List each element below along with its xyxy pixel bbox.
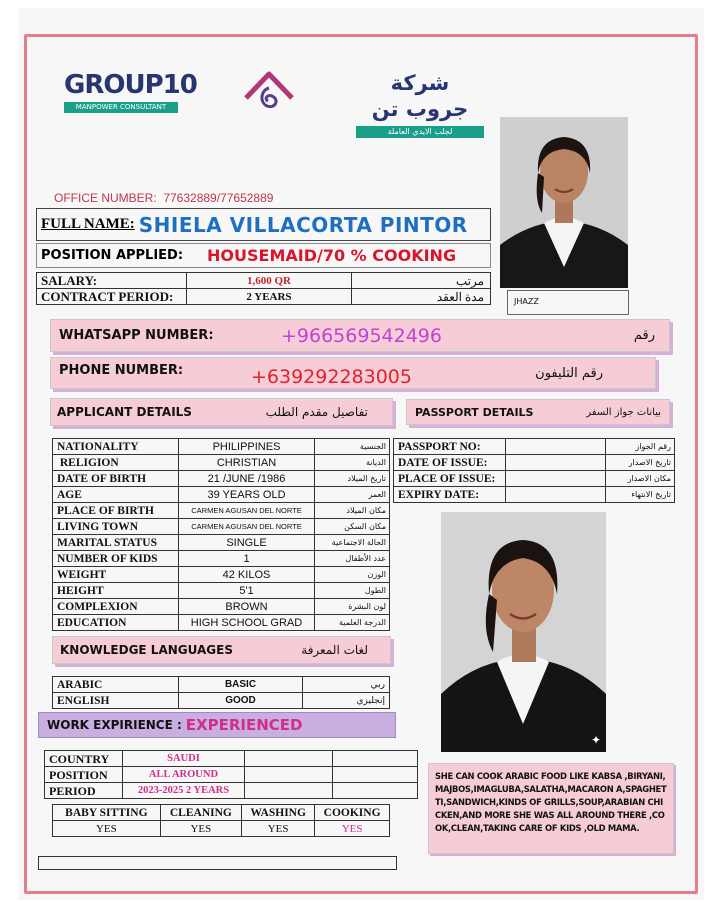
experience-label: POSITION <box>45 767 123 783</box>
experience-blank <box>333 751 418 767</box>
applicant-row-value: 5'1 <box>179 583 315 599</box>
language-level: BASIC <box>179 677 303 693</box>
applicant-row-value: SINGLE <box>179 535 315 551</box>
applicant-row-value: CHRISTIAN <box>179 455 315 471</box>
cooking-notes-box <box>428 763 674 854</box>
applicant-row-value: CARMEN AGUSAN DEL NORTE <box>179 519 315 535</box>
language-label: ARABIC <box>53 677 179 693</box>
skill-header: WASHING <box>242 805 315 821</box>
skill-header: BABY SITTING <box>53 805 161 821</box>
passport-row-value <box>506 487 606 503</box>
applicant-row-arabic: الديانة <box>315 455 390 471</box>
arabic-company-tagline: لجلب الايدي العاملة <box>356 126 484 138</box>
experience-row <box>45 751 418 767</box>
arabic-company-name: شركة جروب تن <box>371 71 469 121</box>
work-experience-label: WORK EXPIRIENCE : <box>47 718 182 732</box>
position-applied-label: POSITION APPLIED: <box>41 248 184 263</box>
applicant-row <box>53 519 390 535</box>
applicant-row <box>53 455 390 471</box>
experience-row <box>45 783 418 799</box>
applicant-row-label: NUMBER OF KIDS <box>53 551 179 567</box>
applicant-row-arabic: الطول <box>315 583 390 599</box>
experience-table <box>44 750 418 799</box>
work-experience-value: EXPERIENCED <box>185 716 303 734</box>
skill-value: YES <box>315 821 390 837</box>
skill-header: CLEANING <box>160 805 241 821</box>
full-name-value: SHIELA VILLACORTA PINTOR <box>138 212 468 237</box>
applicant-row <box>53 439 390 455</box>
group10-logo-name: GROUP10 <box>64 70 197 100</box>
language-level: GOOD <box>179 693 303 709</box>
passport-details-arabic: بيانات جواز السفر <box>586 406 661 418</box>
applicant-row-label: HEIGHT <box>53 583 179 599</box>
language-arabic: إنجليزي <box>303 693 390 709</box>
applicant-row <box>53 471 390 487</box>
applicant-row <box>53 503 390 519</box>
applicant-row-arabic: لون البشرة <box>315 599 390 615</box>
phone-value: +639292283005 <box>251 366 412 388</box>
applicant-row-label: LIVING TOWN <box>53 519 179 535</box>
knowledge-languages-arabic: لغات المعرفة <box>301 643 368 657</box>
experience-label: PERIOD <box>45 783 123 799</box>
passport-row-value <box>506 439 606 455</box>
salary-value: 1,600 QR <box>187 273 352 289</box>
full-name-row <box>36 208 491 241</box>
applicant-row-value: HIGH SCHOOL GRAD <box>179 615 315 631</box>
applicant-details-header <box>50 398 393 426</box>
knowledge-languages-label: KNOWLEDGE LANGUAGES <box>60 643 233 657</box>
applicant-row-value: BROWN <box>179 599 315 615</box>
photo-caption-box <box>507 290 629 315</box>
whatsapp-label: WHATSAPP NUMBER: <box>59 328 214 343</box>
passport-row-arabic: تاريخ الاصدار <box>606 455 675 471</box>
passport-row <box>394 455 675 471</box>
experience-blank <box>245 751 333 767</box>
applicant-row-arabic: مكان السكن <box>315 519 390 535</box>
applicant-details-label: APPLICANT DETAILS <box>57 405 192 419</box>
experience-value: 2023-2025 2 YEARS <box>123 783 245 799</box>
experience-row <box>45 767 418 783</box>
phone-arabic: رقم التليفون <box>535 365 603 381</box>
applicant-row-arabic: الوزن <box>315 567 390 583</box>
experience-value: ALL AROUND <box>123 767 245 783</box>
applicant-row-label: MARITAL STATUS <box>53 535 179 551</box>
applicant-row <box>53 487 390 503</box>
language-label: ENGLISH <box>53 693 179 709</box>
photo-caption: JHAZZ <box>514 297 539 306</box>
contract-row <box>37 289 491 305</box>
language-row <box>53 677 390 693</box>
svg-text:✦: ✦ <box>591 733 602 747</box>
applicant-row-label: EDUCATION <box>53 615 179 631</box>
contract-arabic: مدة العقد <box>352 289 491 305</box>
applicant-row-arabic: تاريخ الميلاد <box>315 471 390 487</box>
passport-row-arabic: مكان الاصدار <box>606 471 675 487</box>
applicant-row-label: PLACE OF BIRTH <box>53 503 179 519</box>
work-experience-bar <box>38 712 396 738</box>
experience-label: COUNTRY <box>45 751 123 767</box>
passport-row <box>394 439 675 455</box>
experience-blank <box>245 783 333 799</box>
salary-arabic: مرتب <box>352 273 491 289</box>
applicant-row-arabic: مكان الميلاد <box>315 503 390 519</box>
passport-row <box>394 471 675 487</box>
applicant-row-value: 42 KILOS <box>179 567 315 583</box>
applicant-row-value: 21 /JUNE /1986 <box>179 471 315 487</box>
full-name-label: FULL NAME: <box>41 216 135 232</box>
applicant-row-label: AGE <box>53 487 179 503</box>
passport-row-label: EXPIRY DATE: <box>394 487 506 503</box>
applicant-row-label: NATIONALITY <box>53 439 179 455</box>
whatsapp-value: +966569542496 <box>281 324 442 347</box>
passport-row-label: PASSPORT NO: <box>394 439 506 455</box>
arabic-company-logo <box>356 70 484 136</box>
experience-blank <box>333 783 418 799</box>
skill-value: YES <box>242 821 315 837</box>
skill-value: YES <box>160 821 241 837</box>
applicant-row-arabic: الحالة الاجتماعية <box>315 535 390 551</box>
applicant-row-arabic: الجنسية <box>315 439 390 455</box>
cooking-notes-text: SHE CAN COOK ARABIC FOOD LIKE KABSA ,BIRYANI,MAJBOS,IMAGLUBA,SALATHA,MACARON A,SPAGHETTI,SANDWICH,KINDS OF GRILLS,SOUP,ARABIAN CHICKEN,AND MORE SHE WAS ALL AROUND THERE ,COOK,CLEAN,TAKING CARE OF KIDS ,OLD MAMA. <box>435 771 667 833</box>
passport-details-table <box>393 438 675 503</box>
position-applied-value: HOUSEMAID/70 % COOKING <box>207 246 457 265</box>
applicant-row-arabic: الدرجة العلمية <box>315 615 390 631</box>
passport-details-header <box>406 399 670 425</box>
skills-value-row <box>53 821 390 837</box>
salary-label: SALARY: <box>37 273 187 289</box>
applicant-row <box>53 567 390 583</box>
skill-value: YES <box>53 821 161 837</box>
applicant-photo-main <box>441 512 606 752</box>
passport-row <box>394 487 675 503</box>
passport-row-label: PLACE OF ISSUE: <box>394 471 506 487</box>
applicant-details-table <box>52 438 390 631</box>
signature-line-box <box>38 856 397 870</box>
position-applied-row <box>36 243 491 268</box>
applicant-row-label: COMPLEXION <box>53 599 179 615</box>
applicant-row-label: DATE OF BIRTH <box>53 471 179 487</box>
experience-value: SAUDI <box>123 751 245 767</box>
applicant-row-arabic: العمر <box>315 487 390 503</box>
language-arabic: ربي <box>303 677 390 693</box>
group10-logo-tagline: MANPOWER CONSULTANT <box>64 102 178 113</box>
applicant-row <box>53 583 390 599</box>
passport-details-label: PASSPORT DETAILS <box>415 405 534 419</box>
passport-row-arabic: تاريخ الانتهاء <box>606 487 675 503</box>
applicant-row <box>53 551 390 567</box>
group10-logo <box>64 70 197 118</box>
applicant-row-label: WEIGHT <box>53 567 179 583</box>
phone-label: PHONE NUMBER: <box>59 363 184 378</box>
skills-header-row <box>53 805 390 821</box>
applicant-row-value: CARMEN AGUSAN DEL NORTE <box>179 503 315 519</box>
skill-header: COOKING <box>315 805 390 821</box>
language-row <box>53 693 390 709</box>
passport-row-arabic: رقم الجواز <box>606 439 675 455</box>
whatsapp-bar <box>50 319 670 352</box>
applicant-details-arabic: تفاصيل مقدم الطلب <box>265 405 368 419</box>
experience-blank <box>333 767 418 783</box>
applicant-row-label: RELIGION <box>53 455 179 471</box>
passport-row-label: DATE OF ISSUE: <box>394 455 506 471</box>
applicant-row-arabic: عدد الأطفال <box>315 551 390 567</box>
phone-bar <box>50 357 656 389</box>
house-logo-icon <box>242 68 296 114</box>
experience-blank <box>245 767 333 783</box>
applicant-row-value: PHILIPPINES <box>179 439 315 455</box>
applicant-row-value: 39 YEARS OLD <box>179 487 315 503</box>
contract-label: CONTRACT PERIOD: <box>37 289 187 305</box>
applicant-row <box>53 535 390 551</box>
salary-row <box>37 273 491 289</box>
languages-table <box>52 676 390 709</box>
salary-contract-table <box>36 272 491 305</box>
passport-row-value <box>506 471 606 487</box>
applicant-row-value: 1 <box>179 551 315 567</box>
whatsapp-arabic: رقم <box>633 328 655 343</box>
skills-table <box>52 804 390 837</box>
passport-row-value <box>506 455 606 471</box>
applicant-row <box>53 599 390 615</box>
office-number: OFFICE NUMBER: 77632889/77652889 <box>54 191 274 205</box>
applicant-photo-top <box>500 117 628 288</box>
knowledge-languages-header <box>52 636 391 664</box>
contract-value: 2 YEARS <box>187 289 352 305</box>
applicant-row <box>53 615 390 631</box>
